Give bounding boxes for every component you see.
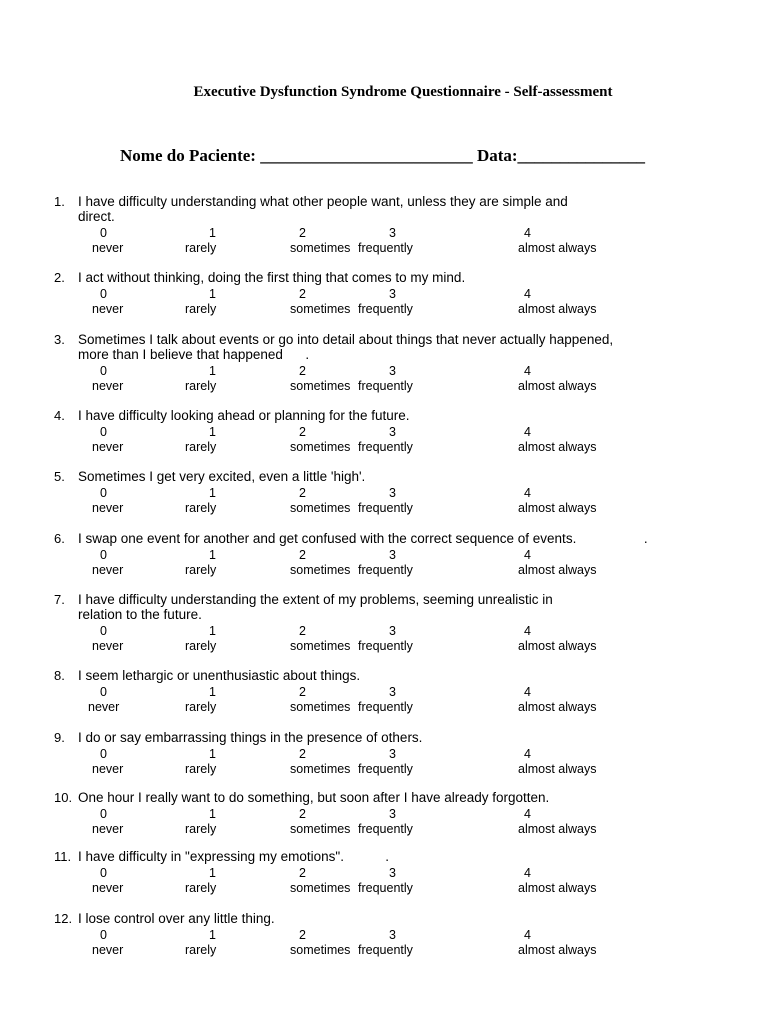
- question-text: I do or say embarrassing things in the presence of others.: [78, 730, 423, 745]
- question-number: 12.: [54, 911, 73, 926]
- scale-label-never: never: [92, 639, 124, 653]
- scale-label-rarely: rarely: [185, 881, 217, 895]
- scale-label-never: never: [92, 241, 124, 255]
- scale-value-1: 1: [209, 486, 216, 500]
- scale-label-rarely: rarely: [185, 302, 217, 316]
- scale-value-4: 4: [524, 364, 531, 378]
- question-number: 3.: [54, 332, 65, 347]
- scale-label-almost-always: almost always: [518, 881, 597, 895]
- scale-value-2: 2: [299, 807, 306, 821]
- question-number: 11.: [54, 849, 72, 864]
- scale-label-almost-always: almost always: [518, 762, 597, 776]
- scale-value-4: 4: [524, 747, 531, 761]
- scale-label-rarely: rarely: [185, 379, 217, 393]
- scale-value-1: 1: [209, 928, 216, 942]
- scale-label-almost-always: almost always: [518, 241, 597, 255]
- question-text: I act without thinking, doing the first thing that comes to my mind.: [78, 270, 466, 285]
- scale-value-0: 0: [100, 928, 107, 942]
- scale-label-rarely: rarely: [185, 440, 217, 454]
- scale-label-almost-always: almost always: [518, 822, 597, 836]
- scale-value-2: 2: [299, 548, 306, 562]
- scale-label-frequently: frequently: [358, 639, 413, 653]
- scale-label-almost-always: almost always: [518, 639, 597, 653]
- scale-label-sometimes: sometimes: [290, 822, 351, 836]
- scale-label-sometimes: sometimes: [290, 700, 351, 714]
- question-number: 2.: [54, 270, 65, 285]
- scale-value-1: 1: [209, 807, 216, 821]
- scale-value-2: 2: [299, 364, 306, 378]
- scale-value-4: 4: [524, 928, 531, 942]
- scale-label-rarely: rarely: [185, 822, 217, 836]
- patient-name-date-line: Nome do Paciente: _________________________ Data:_______________: [120, 146, 646, 165]
- scale-value-1: 1: [209, 866, 216, 880]
- scale-value-2: 2: [299, 287, 306, 301]
- scale-value-4: 4: [524, 807, 531, 821]
- scale-label-almost-always: almost always: [518, 440, 597, 454]
- scale-value-4: 4: [524, 866, 531, 880]
- scale-value-3: 3: [389, 287, 396, 301]
- scale-value-4: 4: [524, 685, 531, 699]
- scale-value-0: 0: [100, 624, 107, 638]
- scale-value-2: 2: [299, 866, 306, 880]
- question-text: I have difficulty in "expressing my emotions". .: [78, 849, 389, 864]
- question-number: 7.: [54, 592, 65, 607]
- scale-value-0: 0: [100, 548, 107, 562]
- scale-label-rarely: rarely: [185, 241, 217, 255]
- scale-label-never: never: [88, 700, 120, 714]
- scale-value-2: 2: [299, 425, 306, 439]
- scale-label-rarely: rarely: [185, 762, 217, 776]
- question-text: Sometimes I talk about events or go into detail about things that never actually happened, more than I believe that happened .: [78, 332, 614, 362]
- scale-label-sometimes: sometimes: [290, 639, 351, 653]
- scale-value-3: 3: [389, 226, 396, 240]
- question-number: 4.: [54, 408, 65, 423]
- scale-label-frequently: frequently: [358, 563, 413, 577]
- scale-label-rarely: rarely: [185, 639, 217, 653]
- scale-value-1: 1: [209, 624, 216, 638]
- scale-label-sometimes: sometimes: [290, 379, 351, 393]
- scale-value-2: 2: [299, 486, 306, 500]
- scale-label-frequently: frequently: [358, 379, 413, 393]
- scale-label-never: never: [92, 943, 124, 957]
- scale-label-never: never: [92, 379, 124, 393]
- scale-label-sometimes: sometimes: [290, 563, 351, 577]
- scale-value-3: 3: [389, 807, 396, 821]
- question-number: 1.: [54, 194, 65, 209]
- question-text: I lose control over any little thing.: [78, 911, 275, 926]
- scale-value-0: 0: [100, 425, 107, 439]
- scale-label-frequently: frequently: [358, 241, 413, 255]
- question-text: I have difficulty understanding the extent of my problems, seeming unrealistic in relation to the future.: [78, 592, 553, 622]
- scale-value-3: 3: [389, 425, 396, 439]
- scale-value-4: 4: [524, 624, 531, 638]
- question-text: I swap one event for another and get confused with the correct sequence of events. .: [78, 531, 648, 546]
- scale-value-0: 0: [100, 866, 107, 880]
- scale-value-2: 2: [299, 747, 306, 761]
- question-text: I have difficulty looking ahead or planning for the future.: [78, 408, 410, 423]
- scale-label-never: never: [92, 762, 124, 776]
- scale-label-sometimes: sometimes: [290, 881, 351, 895]
- scale-label-almost-always: almost always: [518, 302, 597, 316]
- scale-label-never: never: [92, 563, 124, 577]
- scale-label-never: never: [92, 881, 124, 895]
- scale-label-never: never: [92, 302, 124, 316]
- scale-value-1: 1: [209, 425, 216, 439]
- scale-value-0: 0: [100, 807, 107, 821]
- scale-value-3: 3: [389, 866, 396, 880]
- scale-label-rarely: rarely: [185, 563, 217, 577]
- scale-label-almost-always: almost always: [518, 379, 597, 393]
- scale-value-0: 0: [100, 685, 107, 699]
- scale-label-never: never: [92, 501, 124, 515]
- scale-label-never: never: [92, 822, 124, 836]
- scale-value-3: 3: [389, 928, 396, 942]
- scale-value-4: 4: [524, 287, 531, 301]
- scale-label-almost-always: almost always: [518, 943, 597, 957]
- question-text: I seem lethargic or unenthusiastic about things.: [78, 668, 361, 683]
- scale-label-never: never: [92, 440, 124, 454]
- scale-label-frequently: frequently: [358, 762, 413, 776]
- scale-label-almost-always: almost always: [518, 563, 597, 577]
- scale-value-1: 1: [209, 685, 216, 699]
- question-number: 10.: [54, 790, 73, 805]
- scale-label-sometimes: sometimes: [290, 302, 351, 316]
- scale-value-0: 0: [100, 486, 107, 500]
- question-number: 8.: [54, 668, 65, 683]
- scale-value-0: 0: [100, 747, 107, 761]
- scale-label-rarely: rarely: [185, 501, 217, 515]
- scale-value-1: 1: [209, 226, 216, 240]
- scale-label-sometimes: sometimes: [290, 241, 351, 255]
- scale-value-3: 3: [389, 364, 396, 378]
- scale-value-1: 1: [209, 747, 216, 761]
- question-number: 9.: [54, 730, 65, 745]
- scale-value-3: 3: [389, 685, 396, 699]
- scale-value-3: 3: [389, 548, 396, 562]
- question-text: I have difficulty understanding what other people want, unless they are simple and direct.: [78, 194, 568, 224]
- scale-value-1: 1: [209, 287, 216, 301]
- question-number: 6.: [54, 531, 65, 546]
- question-number: 5.: [54, 469, 65, 484]
- scale-label-almost-always: almost always: [518, 501, 597, 515]
- scale-value-4: 4: [524, 486, 531, 500]
- scale-value-4: 4: [524, 548, 531, 562]
- scale-label-frequently: frequently: [358, 822, 413, 836]
- scale-label-almost-always: almost always: [518, 700, 597, 714]
- scale-value-2: 2: [299, 624, 306, 638]
- scale-value-1: 1: [209, 364, 216, 378]
- scale-value-3: 3: [389, 747, 396, 761]
- scale-label-sometimes: sometimes: [290, 501, 351, 515]
- scale-value-2: 2: [299, 685, 306, 699]
- question-text: Sometimes I get very excited, even a little 'high'.: [78, 469, 366, 484]
- scale-value-4: 4: [524, 226, 531, 240]
- scale-label-frequently: frequently: [358, 881, 413, 895]
- scale-label-sometimes: sometimes: [290, 440, 351, 454]
- document-title: Executive Dysfunction Syndrome Questionnaire - Self-assessment: [193, 84, 613, 100]
- question-text: One hour I really want to do something, but soon after I have already forgotten.: [78, 790, 550, 805]
- scale-label-frequently: frequently: [358, 700, 413, 714]
- scale-label-sometimes: sometimes: [290, 762, 351, 776]
- scale-label-frequently: frequently: [358, 501, 413, 515]
- scale-label-rarely: rarely: [185, 943, 217, 957]
- scale-label-frequently: frequently: [358, 440, 413, 454]
- scale-label-rarely: rarely: [185, 700, 217, 714]
- scale-value-2: 2: [299, 928, 306, 942]
- scale-value-0: 0: [100, 364, 107, 378]
- scale-value-1: 1: [209, 548, 216, 562]
- scale-value-3: 3: [389, 624, 396, 638]
- scale-value-4: 4: [524, 425, 531, 439]
- scale-label-frequently: frequently: [358, 943, 413, 957]
- scale-value-3: 3: [389, 486, 396, 500]
- scale-value-0: 0: [100, 287, 107, 301]
- scale-label-sometimes: sometimes: [290, 943, 351, 957]
- scale-value-0: 0: [100, 226, 107, 240]
- scale-value-2: 2: [299, 226, 306, 240]
- scale-label-frequently: frequently: [358, 302, 413, 316]
